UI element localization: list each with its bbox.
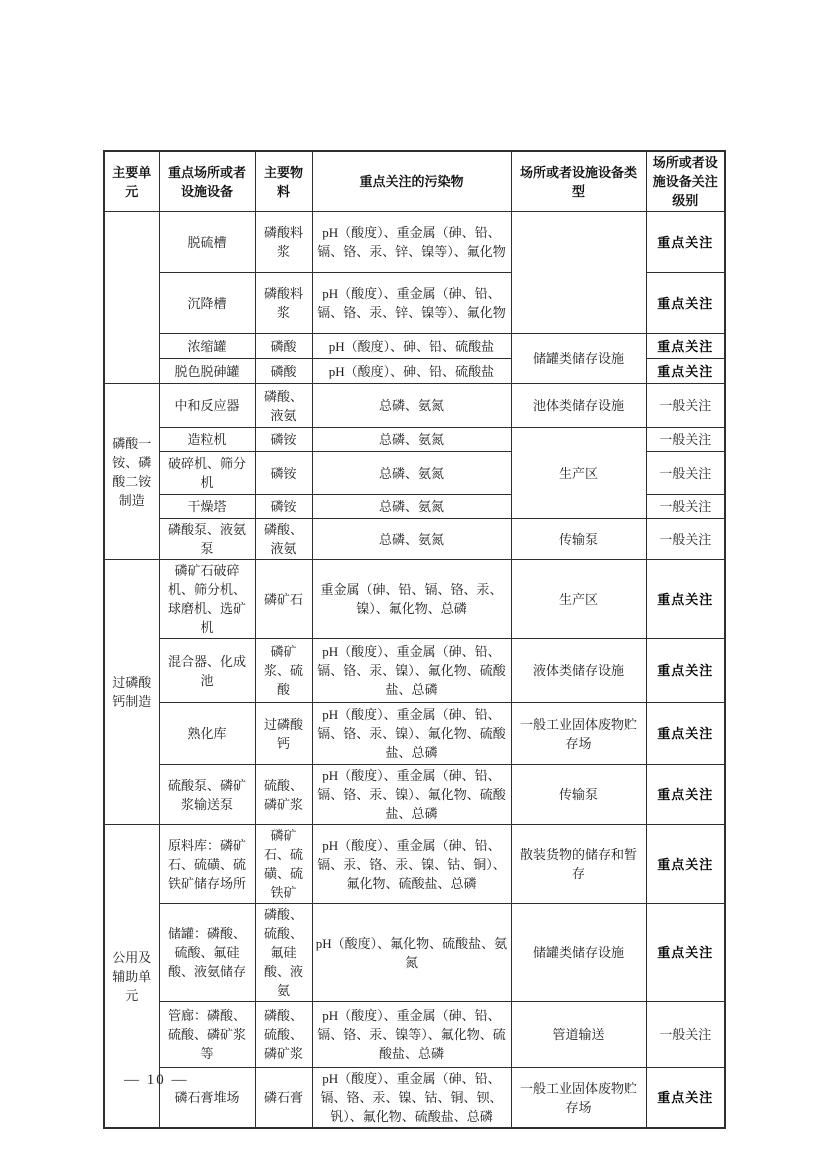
table-cell: 破碎机、筛分机	[159, 452, 255, 495]
table-row	[104, 334, 725, 359]
table-cell: 浓缩罐	[159, 334, 255, 359]
table-cell: 重点关注	[646, 765, 725, 825]
table-cell: 重金属（砷、铅、镉、铬、汞、镍）、氟化物、总磷	[312, 560, 511, 639]
table-cell: 硫酸、磷矿浆	[255, 765, 312, 825]
table-cell: 磷矿石	[255, 560, 312, 639]
table-cell: 脱色脱砷罐	[159, 359, 255, 384]
table-cell: 一般关注	[646, 384, 725, 428]
table-row	[104, 1068, 725, 1129]
facility-pollutant-table	[103, 150, 726, 1129]
table-cell: 磷酸、硫酸、氟硅酸、液氨	[255, 904, 312, 1002]
table-cell: pH（酸度）、重金属（砷、铅、镉、汞、铬、汞、镍、钴、铜）、氟化物、硫酸盐、总磷	[312, 825, 511, 904]
table-cell: 磷酸、液氨	[255, 384, 312, 428]
table-row	[104, 703, 725, 765]
table-cell: pH（酸度）、重金属（砷、铅、镉、铬、汞、镍、钴、铜、钡、钒）、氟化物、硫酸盐、总磷	[312, 1068, 511, 1129]
type-cell-empty	[511, 212, 646, 334]
table-cell: 生产区	[511, 428, 646, 519]
table-cell: 液体类储存设施	[511, 639, 646, 703]
column-header-5: 场所或者设施设备关注级别	[646, 151, 725, 212]
table-cell: 中和反应器	[159, 384, 255, 428]
table-cell: 干燥塔	[159, 495, 255, 519]
table-cell: 磷酸泵、液氨泵	[159, 519, 255, 560]
unit-cell: 公用及辅助单元	[104, 825, 159, 1129]
table-row	[104, 639, 725, 703]
table-row	[104, 428, 725, 452]
table-cell: 重点关注	[646, 1068, 725, 1129]
header-row	[104, 151, 725, 212]
table-cell: 一般关注	[646, 1002, 725, 1068]
table-cell: 磷酸	[255, 359, 312, 384]
column-header-4: 场所或者设施设备类型	[511, 151, 646, 212]
table-cell: 磷石膏堆场	[159, 1068, 255, 1129]
table-row	[104, 384, 725, 428]
table-cell: 管道输送	[511, 1002, 646, 1068]
table-cell: 磷矿浆、硫酸	[255, 639, 312, 703]
column-header-3: 重点关注的污染物	[312, 151, 511, 212]
table-cell: 磷矿石、硫磺、硫铁矿	[255, 825, 312, 904]
table-cell: pH（酸度）、重金属（砷、铅、镉、铬、汞、镍）、氟化物、硫酸盐、总磷	[312, 765, 511, 825]
table-cell: 总磷、氨氮	[312, 428, 511, 452]
table-cell: 过磷酸钙	[255, 703, 312, 765]
table-row	[104, 560, 725, 639]
table-cell: 磷石膏	[255, 1068, 312, 1129]
table-cell: 总磷、氨氮	[312, 495, 511, 519]
table-cell: 池体类储存设施	[511, 384, 646, 428]
table-row	[104, 1002, 725, 1068]
page-number: — 10 —	[124, 1072, 189, 1088]
table-cell: 重点关注	[646, 212, 725, 273]
table-cell: 生产区	[511, 560, 646, 639]
table-cell: 散装货物的储存和暂存	[511, 825, 646, 904]
table-cell: pH（酸度）、砷、铅、硫酸盐	[312, 334, 511, 359]
table-cell: 重点关注	[646, 703, 725, 765]
table-cell: 重点关注	[646, 904, 725, 1002]
table-cell: 磷酸料浆	[255, 212, 312, 273]
table-cell: 重点关注	[646, 359, 725, 384]
table-cell: 原料库：磷矿石、硫磺、硫铁矿储存场所	[159, 825, 255, 904]
table-cell: 脱硫槽	[159, 212, 255, 273]
table-cell: pH（酸度）、重金属（砷、铅、镉、铬、汞、镍）、氟化物、硫酸盐、总磷	[312, 639, 511, 703]
column-header-2: 主要物料	[255, 151, 312, 212]
table-cell: 磷酸	[255, 334, 312, 359]
table-cell: 总磷、氨氮	[312, 384, 511, 428]
table-cell: 磷酸、液氨	[255, 519, 312, 560]
table-cell: 一般关注	[646, 495, 725, 519]
table-cell: pH（酸度）、重金属（砷、铅、镉、铬、汞、镍等）、氟化物、硫酸盐、总磷	[312, 1002, 511, 1068]
table-row	[104, 519, 725, 560]
table-cell: 总磷、氨氮	[312, 519, 511, 560]
table-cell: 重点关注	[646, 334, 725, 359]
table-cell: 重点关注	[646, 825, 725, 904]
table-cell: 磷酸、硫酸、磷矿浆	[255, 1002, 312, 1068]
column-header-1: 重点场所或者设施设备	[159, 151, 255, 212]
table-cell: 储罐类储存设施	[511, 334, 646, 384]
table-cell: pH（酸度）、砷、铅、硫酸盐	[312, 359, 511, 384]
table-header	[104, 151, 725, 212]
table-row	[104, 212, 725, 273]
table-cell: 混合器、化成池	[159, 639, 255, 703]
unit-cell: 过磷酸钙制造	[104, 560, 159, 825]
table-cell: 造粒机	[159, 428, 255, 452]
table-row	[104, 765, 725, 825]
table-cell: 储罐：磷酸、硫酸、氟硅酸、液氨储存	[159, 904, 255, 1002]
table-cell: 沉降槽	[159, 273, 255, 334]
table-cell: 总磷、氨氮	[312, 452, 511, 495]
table-cell: 一般工业固体废物贮存场	[511, 1068, 646, 1129]
table-cell: pH（酸度）、氟化物、硫酸盐、氨氮	[312, 904, 511, 1002]
table-cell: 重点关注	[646, 639, 725, 703]
unit-cell: 磷酸一铵、磷酸二铵制造	[104, 384, 159, 560]
table-row	[104, 904, 725, 1002]
table-cell: 传输泵	[511, 519, 646, 560]
table-cell: 管廊：磷酸、硫酸、磷矿浆等	[159, 1002, 255, 1068]
table-row	[104, 825, 725, 904]
table-cell: 磷酸料浆	[255, 273, 312, 334]
table-cell: 磷铵	[255, 495, 312, 519]
table-cell: 一般关注	[646, 519, 725, 560]
unit-cell-continued	[104, 212, 159, 384]
table-cell: 重点关注	[646, 560, 725, 639]
column-header-0: 主要单元	[104, 151, 159, 212]
table-cell: 硫酸泵、磷矿浆输送泵	[159, 765, 255, 825]
table-cell: 熟化库	[159, 703, 255, 765]
table-cell: 一般关注	[646, 428, 725, 452]
table-cell: 一般工业固体废物贮存场	[511, 703, 646, 765]
table-cell: 磷矿石破碎机、筛分机、球磨机、选矿机	[159, 560, 255, 639]
table-cell: pH（酸度）、重金属（砷、铅、镉、铬、汞、镍）、氟化物、硫酸盐、总磷	[312, 703, 511, 765]
table-cell: pH（酸度）、重金属（砷、铅、镉、铬、汞、锌、镍等）、氟化物	[312, 212, 511, 273]
table-cell: 磷铵	[255, 428, 312, 452]
table-cell: 一般关注	[646, 452, 725, 495]
table-body	[104, 212, 725, 1129]
table-cell: 传输泵	[511, 765, 646, 825]
table-cell: 磷铵	[255, 452, 312, 495]
table-cell: 重点关注	[646, 273, 725, 334]
table-cell: 储罐类储存设施	[511, 904, 646, 1002]
table-cell: pH（酸度）、重金属（砷、铅、镉、铬、汞、锌、镍等）、氟化物	[312, 273, 511, 334]
